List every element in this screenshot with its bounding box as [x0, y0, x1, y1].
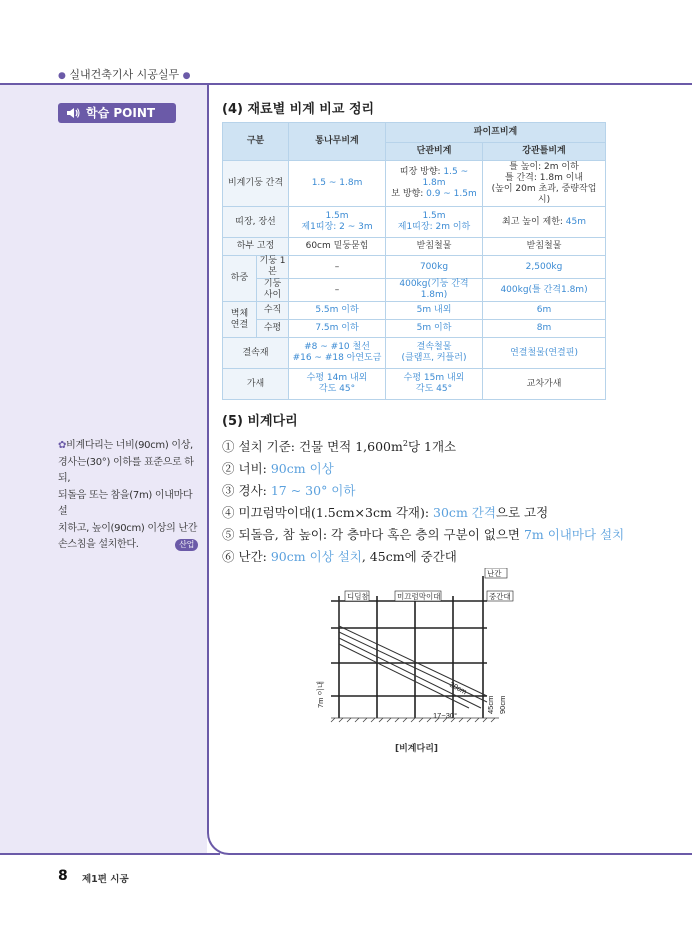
- table-cell: 7.5m 이하: [289, 320, 386, 338]
- header-cell: 단관비계: [386, 143, 483, 161]
- note-line: 경사는(30°) 이하를 표준으로 하되,: [58, 456, 194, 484]
- sidebar-note: [58, 438, 198, 554]
- table-cell: #8 ~ #10 철선 #16 ~ #18 아연도금: [289, 338, 386, 369]
- table-cell: 60cm 밑둥묻힘: [289, 238, 386, 256]
- page-part-label: 제1편 시공: [82, 874, 129, 885]
- row-label: 가새: [223, 369, 289, 400]
- header-cell: 강관틀비계: [483, 143, 606, 161]
- note-line: 손스침을 설치한다.: [58, 539, 139, 550]
- table-cell: 수평 15m 내외 각도 45°: [386, 369, 483, 400]
- label-30cm: 30cm: [448, 679, 469, 697]
- table-row: [223, 207, 606, 238]
- speaker-icon: [66, 107, 80, 119]
- list-item: ⑥ 난간: 90cm 이상 설치, 45cm에 중간대: [222, 549, 457, 565]
- header-cell: 통나무비계: [289, 123, 386, 161]
- table-cell: 6m: [483, 302, 606, 320]
- list-item: ① 설치 기준: 건물 면적 $1,600m^2$당 1개소: [222, 439, 457, 455]
- table-row: [223, 279, 606, 302]
- badge-korean: 학습: [86, 106, 110, 120]
- table-cell: –: [289, 256, 386, 279]
- study-point-badge: [58, 103, 176, 123]
- section-title: (4) 재료별 비계 비교 정리: [222, 102, 375, 117]
- table-row: [223, 238, 606, 256]
- item-list: [222, 433, 624, 568]
- table-row: [223, 302, 606, 320]
- table-cell: 5.5m 이하: [289, 302, 386, 320]
- table-cell: 8m: [483, 320, 606, 338]
- bullet-icon: ●: [182, 71, 191, 81]
- row-group-label: 벽체 연결: [223, 302, 257, 338]
- table-cell: 700kg: [386, 256, 483, 279]
- label-7m: 7m 이내: [316, 681, 325, 708]
- page-number: 8: [58, 868, 68, 884]
- running-header-text: 실내건축기사 시공실무: [69, 68, 180, 81]
- table-cell: 최고 높이 제한: 45m: [483, 207, 606, 238]
- label-step: 디딤참: [347, 592, 369, 601]
- table-row: [223, 320, 606, 338]
- label-angle: 17~30°: [433, 711, 458, 720]
- note-line: 치하고, 높이(90cm) 이상의 난간: [58, 522, 198, 534]
- table-cell: 1.5 ~ 1.8m: [289, 161, 386, 207]
- table-cell: 2,500kg: [483, 256, 606, 279]
- table-cell: 틀 높이: 2m 이하 틀 간격: 1.8m 이내 (높이 20m 초과, 중량작업 시): [483, 161, 606, 207]
- table-cell: 연결철물(연결핀): [483, 338, 606, 369]
- note-line: 되돌음 또는 참을(7m) 이내마다 설: [58, 489, 193, 517]
- table-cell: 받침철물: [483, 238, 606, 256]
- table-row: [223, 338, 606, 369]
- table-cell: 1.5m 제1띠장: 2m 이하: [386, 207, 483, 238]
- row-label: 비계기둥 간격: [223, 161, 289, 207]
- table-row: [223, 161, 606, 207]
- flower-icon: ✿: [58, 440, 67, 451]
- table-cell: 400kg(기둥 간격1.8m): [386, 279, 483, 302]
- row-label: 수평: [257, 320, 289, 338]
- running-header: [58, 66, 190, 82]
- row-group-label: 하중: [223, 256, 257, 302]
- table-cell: –: [289, 279, 386, 302]
- row-label: 기둥 사이: [257, 279, 289, 302]
- label-antislip: 미끄럼막이대: [397, 592, 441, 601]
- table-row: [223, 369, 606, 400]
- ramp-scaffold-figure: [309, 568, 519, 738]
- note-tag: 산업: [175, 539, 198, 551]
- list-item: ④ 미끄럼막이대(1.5cm×3cm 각재): 30cm 간격으로 고정: [222, 505, 549, 521]
- label-45cm: 45cm: [486, 695, 495, 714]
- badge-english: POINT: [113, 106, 156, 120]
- row-label: 하부 고정: [223, 238, 289, 256]
- table-cell: 교차가새: [483, 369, 606, 400]
- header-cell: 파이프비계: [386, 123, 606, 143]
- table-row: [223, 256, 606, 279]
- row-label: 띠장, 장선: [223, 207, 289, 238]
- list-item: ⑤ 되돌음, 참 높이: 각 층마다 혹은 층의 구분이 없으면 7m 이내마다 설치: [222, 527, 625, 543]
- list-item: ③ 경사: 17 ~ 30° 이하: [222, 483, 356, 499]
- table-cell: 결속철물 (클램프, 커플러): [386, 338, 483, 369]
- table-cell: 400kg(틀 간격1.8m): [483, 279, 606, 302]
- table-cell: 수평 14m 내외 각도 45°: [289, 369, 386, 400]
- label-railing: 난간: [487, 569, 502, 578]
- header-cell: 구분: [223, 123, 289, 161]
- footer-rule: [0, 853, 220, 855]
- label-90cm: 90cm: [498, 695, 507, 714]
- row-label: 수직: [257, 302, 289, 320]
- figure-caption: [비계다리]: [395, 744, 439, 754]
- section-title: (5) 비계다리: [222, 414, 298, 429]
- table-cell: 받침철물: [386, 238, 483, 256]
- note-line: 비계다리는 너비(90cm) 이상,: [66, 440, 193, 451]
- label-midrail: 중간대: [489, 592, 511, 601]
- bullet-icon: ●: [58, 71, 66, 81]
- row-label: 결속재: [223, 338, 289, 369]
- table-cell: 5m 이하: [386, 320, 483, 338]
- list-item: ② 너비: 90cm 이상: [222, 461, 334, 477]
- comparison-table: [222, 122, 606, 400]
- table-cell: 5m 내외: [386, 302, 483, 320]
- row-label: 기둥 1본: [257, 256, 289, 279]
- table-cell: 1.5m 제1띠장: 2 ~ 3m: [289, 207, 386, 238]
- table-cell: 띠장 방향: 1.5 ~ 1.8m 보 방향: 0.9 ~ 1.5m: [386, 161, 483, 207]
